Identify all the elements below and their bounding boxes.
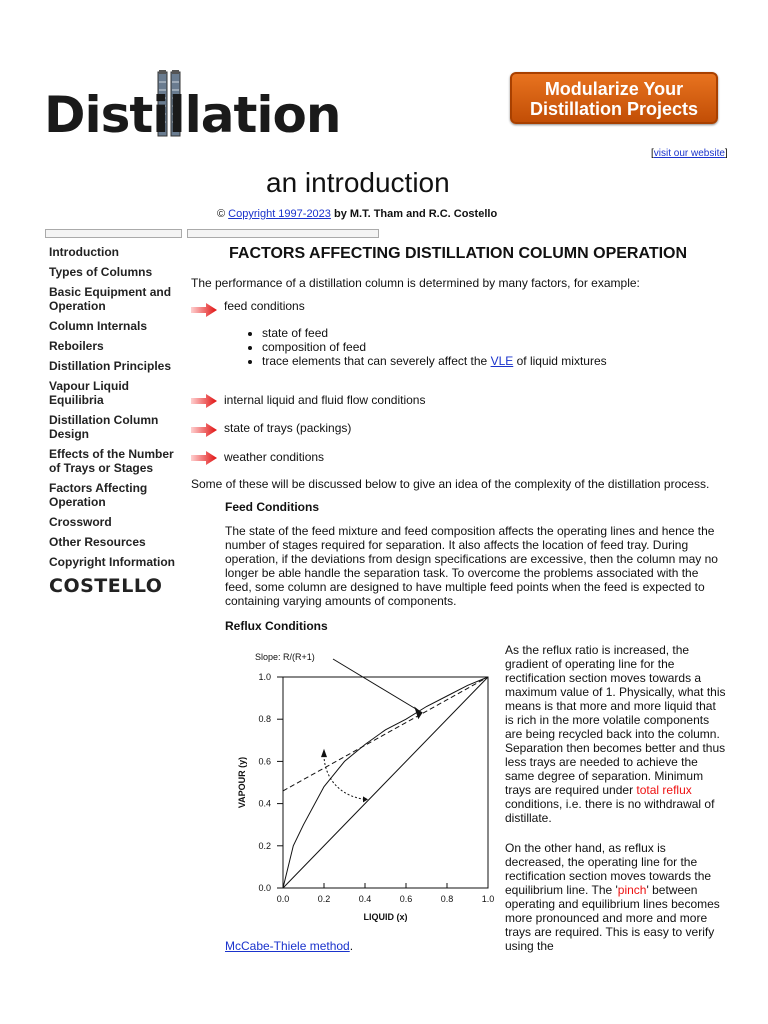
- site-logo[interactable]: [44, 68, 341, 144]
- search-box-left[interactable]: [45, 229, 182, 238]
- sidebar-nav: [49, 245, 179, 597]
- feed-bullets: [248, 326, 607, 368]
- page-title: FACTORS AFFECTING DISTILLATION COLUMN OPERATION: [229, 245, 688, 262]
- logo-text: Distillation: [44, 86, 341, 144]
- some-text: Some of these will be discussed below to give an idea of the complexity of the distillation process.: [191, 477, 710, 491]
- sidebar-item-introduction[interactable]: Introduction: [49, 245, 119, 259]
- total-reflux-highlight: total reflux: [636, 783, 692, 797]
- reflux-paragraph-2: [505, 841, 727, 953]
- reflux-graph: [225, 645, 500, 930]
- sidebar-item-column-internals[interactable]: Column Internals: [49, 319, 148, 333]
- y-tick-label: 0.4: [258, 798, 271, 809]
- mccabe-line: [225, 939, 353, 953]
- y-tick-label: 1.0: [258, 672, 271, 682]
- page-subtitle: an introduction: [266, 167, 450, 198]
- list-item: [262, 354, 607, 368]
- plot-area: [237, 652, 494, 922]
- slope-annotation: Slope: R/(R+1): [255, 652, 315, 662]
- x-axis-label: LIQUID (x): [363, 912, 408, 922]
- sidebar-item-factors-affecting[interactable]: Factors Affecting Operation: [49, 481, 148, 509]
- factor-feed-conditions: feed conditions: [224, 299, 305, 313]
- sidebar-item-basic-equipment[interactable]: Basic Equipment and Operation: [49, 285, 172, 313]
- reflux-text: ' between operating and equilibrium lines becomes more pronounced and more and more trays are required. This is easy to verify using the: [505, 883, 720, 953]
- red-arrow-icon: [191, 394, 217, 408]
- visit-website-link[interactable]: visit our website: [653, 148, 725, 159]
- reflux-text: On the other hand, as reflux is decreased, the operating line for the rectification section moves towards the equilibrium line. The ': [505, 841, 712, 897]
- factor-internal-flow: internal liquid and fluid flow conditions: [224, 393, 426, 407]
- list-item: • composition of feed: [262, 340, 607, 354]
- sidebar-item-other-resources[interactable]: Other Resources: [49, 535, 146, 549]
- x-tick-label: 1.0: [481, 894, 495, 904]
- reflux-text: As the reflux ratio is increased, the gradient of operating line for the rectification section moves towards a maximum value of 1. Physically, what this means is that more and more liquid that is rich in the more volatile components are being recycled back into the column. Separation then becomes better and thus less trays are needed to achieve the same degree of separation. Minimum trays are required under: [505, 643, 726, 797]
- sidebar-item-crossword[interactable]: Crossword: [49, 515, 112, 529]
- y-tick-label: 0.0: [258, 883, 271, 893]
- reflux-conditions-heading: Reflux Conditions: [225, 619, 328, 633]
- feed-conditions-heading: Feed Conditions: [225, 500, 319, 514]
- sidebar-item-column-design[interactable]: Distillation Column Design: [49, 413, 159, 441]
- y-tick-label: 0.6: [258, 756, 271, 767]
- sidebar-item-types-of-columns[interactable]: Types of Columns: [49, 265, 153, 279]
- copyright-line: [217, 208, 497, 220]
- x-tick-label: 0.8: [440, 894, 454, 904]
- list-item: • state of feed: [262, 326, 607, 340]
- reflux-text: conditions, i.e. there is no withdrawal of distillate.: [505, 797, 715, 825]
- bullet-text: trace elements that can severely affect the: [262, 354, 491, 368]
- copyright-authors: by M.T. Tham and R.C. Costello: [333, 208, 498, 220]
- banner-line-2: Distillation Projects: [529, 99, 699, 119]
- factor-weather: weather conditions: [224, 450, 325, 464]
- sidebar-item-copyright[interactable]: Copyright Information: [49, 555, 175, 569]
- pinch-highlight: pinch: [617, 883, 647, 897]
- y-tick-label: 0.2: [258, 840, 271, 851]
- reflux-paragraph-1: [505, 643, 727, 825]
- x-tick-label: 0.6: [399, 894, 413, 904]
- copyright-symbol: ©: [217, 208, 226, 220]
- copyright-link[interactable]: Copyright 1997-2023: [228, 208, 331, 220]
- banner-line-1: Modularize Your: [544, 79, 684, 99]
- rotation-arrowhead-up: [321, 749, 327, 757]
- visit-website: [visit our website]: [651, 148, 728, 159]
- red-arrow-icon: [191, 451, 217, 465]
- sidebar-item-vle[interactable]: Vapour Liquid Equilibria: [49, 379, 129, 407]
- costello-logo[interactable]: COSTELLO: [49, 575, 163, 597]
- red-arrow-icon: [191, 423, 217, 437]
- series-operating-line: [283, 677, 488, 791]
- annotation-pointer: [333, 659, 422, 713]
- feed-paragraph: The state of the feed mixture and feed composition affects the operating lines and hence the number of stages required for separation. It also affects the location of feed tray. During operation, if the deviations from design specifications are excessive, then the column may no longer be able handle the separation task. To overcome the problems associated with the feed, some column are designed to have multiple feed points when the feed is expected to containing varying amounts of components.: [225, 524, 718, 608]
- intro-text: The performance of a distillation column is determined by many factors, for example:: [191, 276, 640, 290]
- modularize-banner[interactable]: [510, 72, 718, 124]
- red-arrow-icon: [191, 303, 217, 317]
- vle-link[interactable]: VLE: [490, 354, 514, 368]
- x-tick-label: 0.2: [317, 894, 331, 904]
- search-box-right[interactable]: [187, 229, 379, 238]
- x-tick-label: 0.0: [276, 894, 290, 904]
- sidebar-item-reboilers[interactable]: Reboilers: [49, 339, 104, 353]
- bullet-text: of liquid mixtures: [513, 354, 607, 368]
- x-tick-label: 0.4: [358, 894, 372, 904]
- y-tick-label: 0.8: [258, 714, 271, 725]
- mccabe-thiele-link[interactable]: McCabe-Thiele method: [225, 939, 350, 953]
- y-axis-label: VAPOUR (y): [237, 756, 247, 809]
- sidebar-item-distillation-principles[interactable]: Distillation Principles: [49, 359, 172, 373]
- factor-state-of-trays: state of trays (packings): [224, 421, 352, 435]
- period: .: [349, 939, 354, 953]
- series-diagonal-y-x: [283, 677, 488, 888]
- sidebar-item-number-of-trays[interactable]: Effects of the Number of Trays or Stages: [49, 447, 174, 475]
